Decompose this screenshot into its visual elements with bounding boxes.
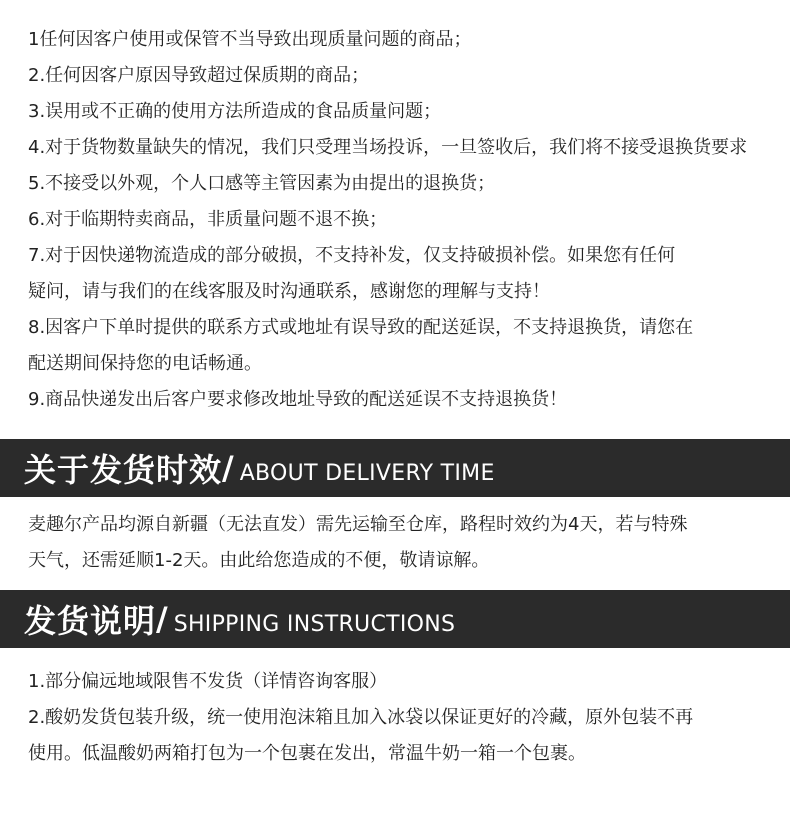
shipping-title-en: SHIPPING INSTRUCTIONS [173,611,456,637]
policy-item-4: 4.对于货物数量缺失的情况，我们只受理当场投诉，一旦签收后，我们将不接受退换货要求 [28,137,748,158]
shipping-line-3: 使用。低温酸奶两箱打包为一个包裹在发出，常温牛奶一箱一个包裹。 [28,743,586,764]
policy-item-9: 9.商品快递发出后客户要求修改地址导致的配送延误不支持退换货！ [28,389,568,410]
delivery-title-slash: / [222,449,234,487]
policy-item-7-line-2: 疑问，请与我们的在线客服及时沟通联系，感谢您的理解与支持！ [28,281,550,302]
policy-item-3: 3.误用或不正确的使用方法所造成的食品质量问题； [28,101,442,122]
delivery-line-1: 麦趣尔产品均源自新疆（无法直发）需先运输至仓库，路程时效约为4天，若与特殊 [28,514,688,535]
policy-item-8-line-2: 配送期间保持您的电话畅通。 [28,353,262,374]
shipping-title-cn: 发货说明 [24,602,157,640]
delivery-line-2: 天气，还需延顺1-2天。由此给您造成的不便，敬请谅解。 [28,550,490,571]
delivery-title-cn: 关于发货时效 [24,451,223,489]
policy-item-1: 1任何因客户使用或保管不当导致出现质量问题的商品； [28,29,472,50]
policy-item-5: 5.不接受以外观，个人口感等主管因素为由提出的退换货； [28,173,496,194]
shipping-description [0,648,790,772]
delivery-description [0,497,790,579]
delivery-title-en: ABOUT DELIVERY TIME [239,460,495,486]
delivery-time-banner [0,439,790,497]
policy-item-2: 2.任何因客户原因导致超过保质期的商品； [28,65,370,86]
policy-item-7-line-1: 7.对于因快递物流造成的部分破损，不支持补发，仅支持破损补偿。如果您有任何 [28,245,676,266]
shipping-instructions-banner [0,590,790,648]
shipping-line-1: 1.部分偏远地域限售不发货（详情咨询客服） [28,671,388,692]
shipping-line-2: 2.酸奶发货包装升级，统一使用泡沫箱且加入冰袋以保证更好的冷藏，原外包装不再 [28,707,694,728]
policy-item-6: 6.对于临期特卖商品，非质量问题不退不换； [28,209,388,230]
shipping-title-slash: / [156,600,168,638]
policy-item-8-line-1: 8.因客户下单时提供的联系方式或地址有误导致的配送延误，不支持退换货，请您在 [28,317,694,338]
